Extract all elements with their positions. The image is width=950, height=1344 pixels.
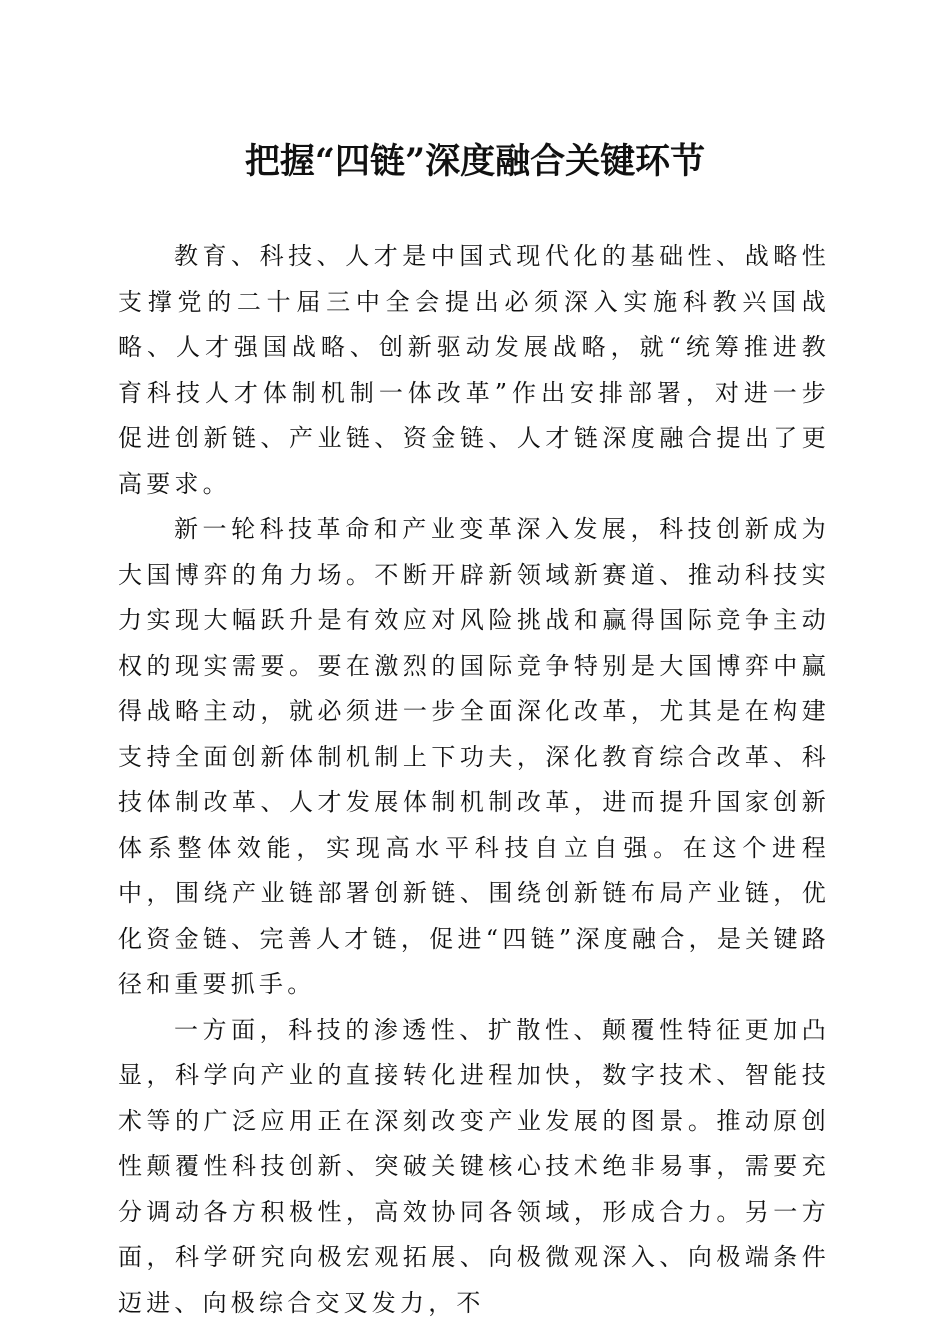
document-body	[118, 234, 830, 1326]
paragraph-1: 教育、科技、人才是中国式现代化的基础性、战略性支撑党的二十届三中全会提出必须深入实施科教兴国战略、人才强国战略、创新驱动发展战略，就“统筹推进教育科技人才体制机制一体改革”作出安排部署，对进一步促进创新链、产业链、资金链、人才链深度融合提出了更高要求。	[118, 242, 830, 498]
document-title: 把握“四链”深度融合关键环节	[244, 141, 706, 182]
paragraph-3: 一方面，科技的渗透性、扩散性、颠覆性特征更加凸显，科学向产业的直接转化进程加快，数字技术、智能技术等的广泛应用正在深刻改变产业发展的图景。推动原创性颠覆性科技创新、突破关键核心技术绝非易事，需要充分调动各方积极性，高效协同各领域，形成合力。另一方面，科学研究向极宏观拓展、向极微观深入、向极端条件迈进、向极综合交叉发力，不	[118, 1015, 830, 1317]
paragraph-2: 新一轮科技革命和产业变革深入发展，科技创新成为大国博弈的角力场。不断开辟新领域新赛道、推动科技实力实现大幅跃升是有效应对风险挑战和赢得国际竞争主动权的现实需要。要在激烈的国际竞争特别是大国博弈中赢得战略主动，就必须进一步全面深化改革，尤其是在构建支持全面创新体制机制上下功夫，深化教育综合改革、科技体制改革、人才发展体制机制改革，进而提升国家创新体系整体效能，实现高水平科技自立自强。在这个进程中，围绕产业链部署创新链、围绕创新链布局产业链，优化资金链、完善人才链，促进“四链”深度融合，是关键路径和重要抓手。	[118, 515, 830, 998]
